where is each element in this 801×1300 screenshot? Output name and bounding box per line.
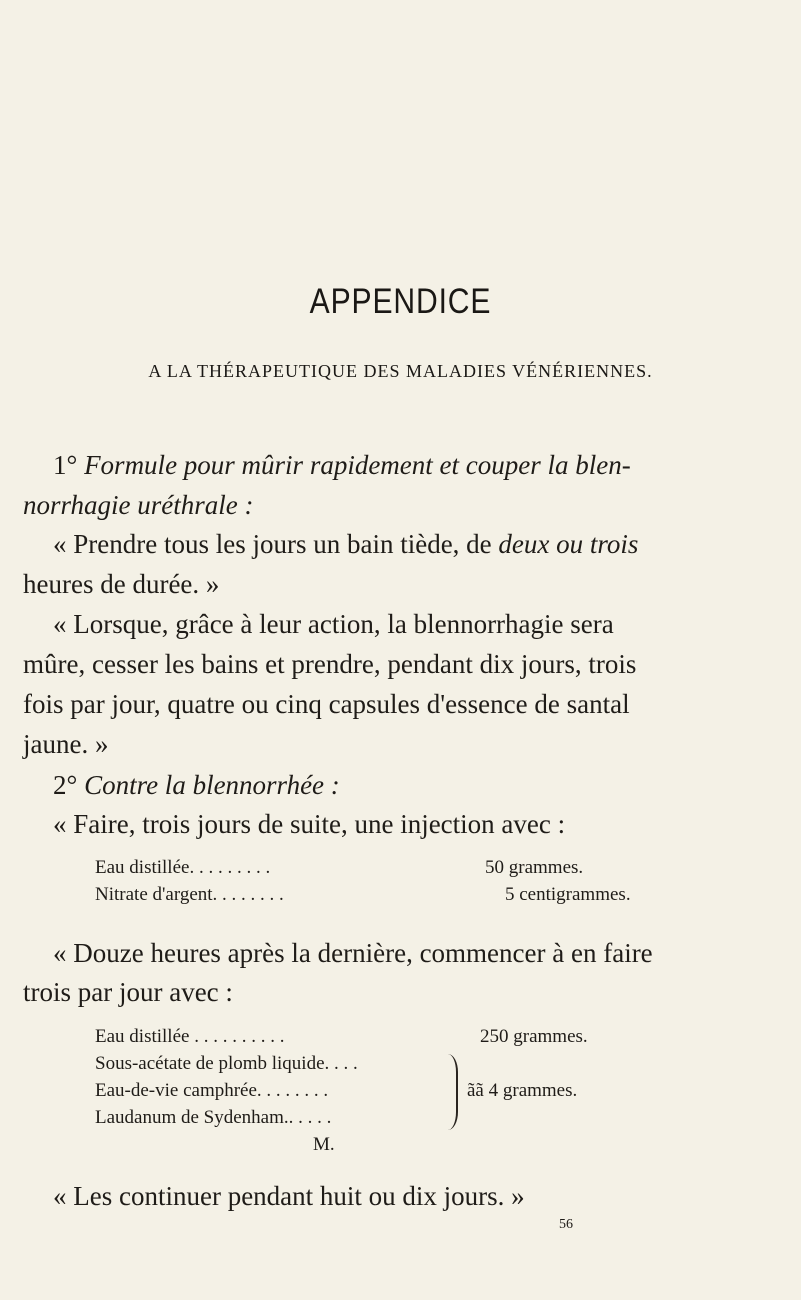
section2-para2-line2: trois par jour avec : (23, 977, 233, 1007)
recipe2-item-name: Laudanum de Sydenham.. . . . . (95, 1107, 332, 1128)
section1-heading-line2 (23, 490, 254, 521)
section1-para2-line1: « Lorsque, grâce à leur action, la blennorrhagie sera (53, 609, 614, 639)
section1-para2-line3: fois par jour, quatre ou cinq capsules d'essence de santal (23, 689, 630, 719)
section1-para2-line2: mûre, cesser les bains et prendre, pendant dix jours, trois (23, 649, 637, 679)
grouping-brace (446, 1054, 458, 1130)
recipe1-item-qty: 5 centigrammes. (505, 884, 631, 905)
recipe2-grouped-qty: ãã 4 grammes. (467, 1080, 578, 1101)
section1-heading-text: Formule pour mûrir rapidement et couper la blen- (84, 450, 631, 480)
recipe2-item-name: Sous-acétate de plomb liquide. . . . (95, 1053, 358, 1074)
section2-number: 2° (53, 770, 78, 800)
section1-para2-line4: jaune. » (23, 729, 109, 759)
recipe1-item-name: Nitrate d'argent. . . . . . . . (95, 884, 284, 905)
section2-para2-line1: « Douze heures après la dernière, commencer à en faire (53, 938, 653, 968)
section1-number: 1° (53, 450, 78, 480)
recipe2-item-qty: 250 grammes. (480, 1026, 588, 1047)
section1-para1-line1 (53, 529, 638, 560)
section1-heading-text-2: norrhagie uréthrale : (23, 490, 254, 520)
page-number: 56 (559, 1217, 573, 1232)
section1-para1-line2: heures de durée. » (23, 569, 220, 599)
recipe2-sign: M. (313, 1134, 335, 1155)
recipe1-item-qty: 50 grammes. (485, 857, 584, 878)
section2-heading-text: Contre la blennorrhée : (84, 770, 340, 800)
page-title: APPENDICE (309, 282, 492, 321)
recipe2-item-name: Eau distillée . . . . . . . . . . (95, 1026, 285, 1047)
para-emphasis: deux ou trois (498, 529, 639, 559)
page-subtitle: A LA THÉRAPEUTIQUE DES MALADIES VÉNÉRIENNES. (148, 361, 653, 381)
section2-para1: « Faire, trois jours de suite, une injection avec : (53, 809, 566, 839)
recipe2-item-name: Eau-de-vie camphrée. . . . . . . . (95, 1080, 329, 1101)
section2-heading (53, 770, 340, 801)
recipe1-item-name: Eau distillée. . . . . . . . . (95, 857, 271, 878)
section1-heading-line1 (53, 450, 631, 481)
section2-para3: « Les continuer pendant huit ou dix jours. » (53, 1181, 525, 1211)
para-text: « Prendre tous les jours un bain tiède, de (53, 529, 499, 559)
